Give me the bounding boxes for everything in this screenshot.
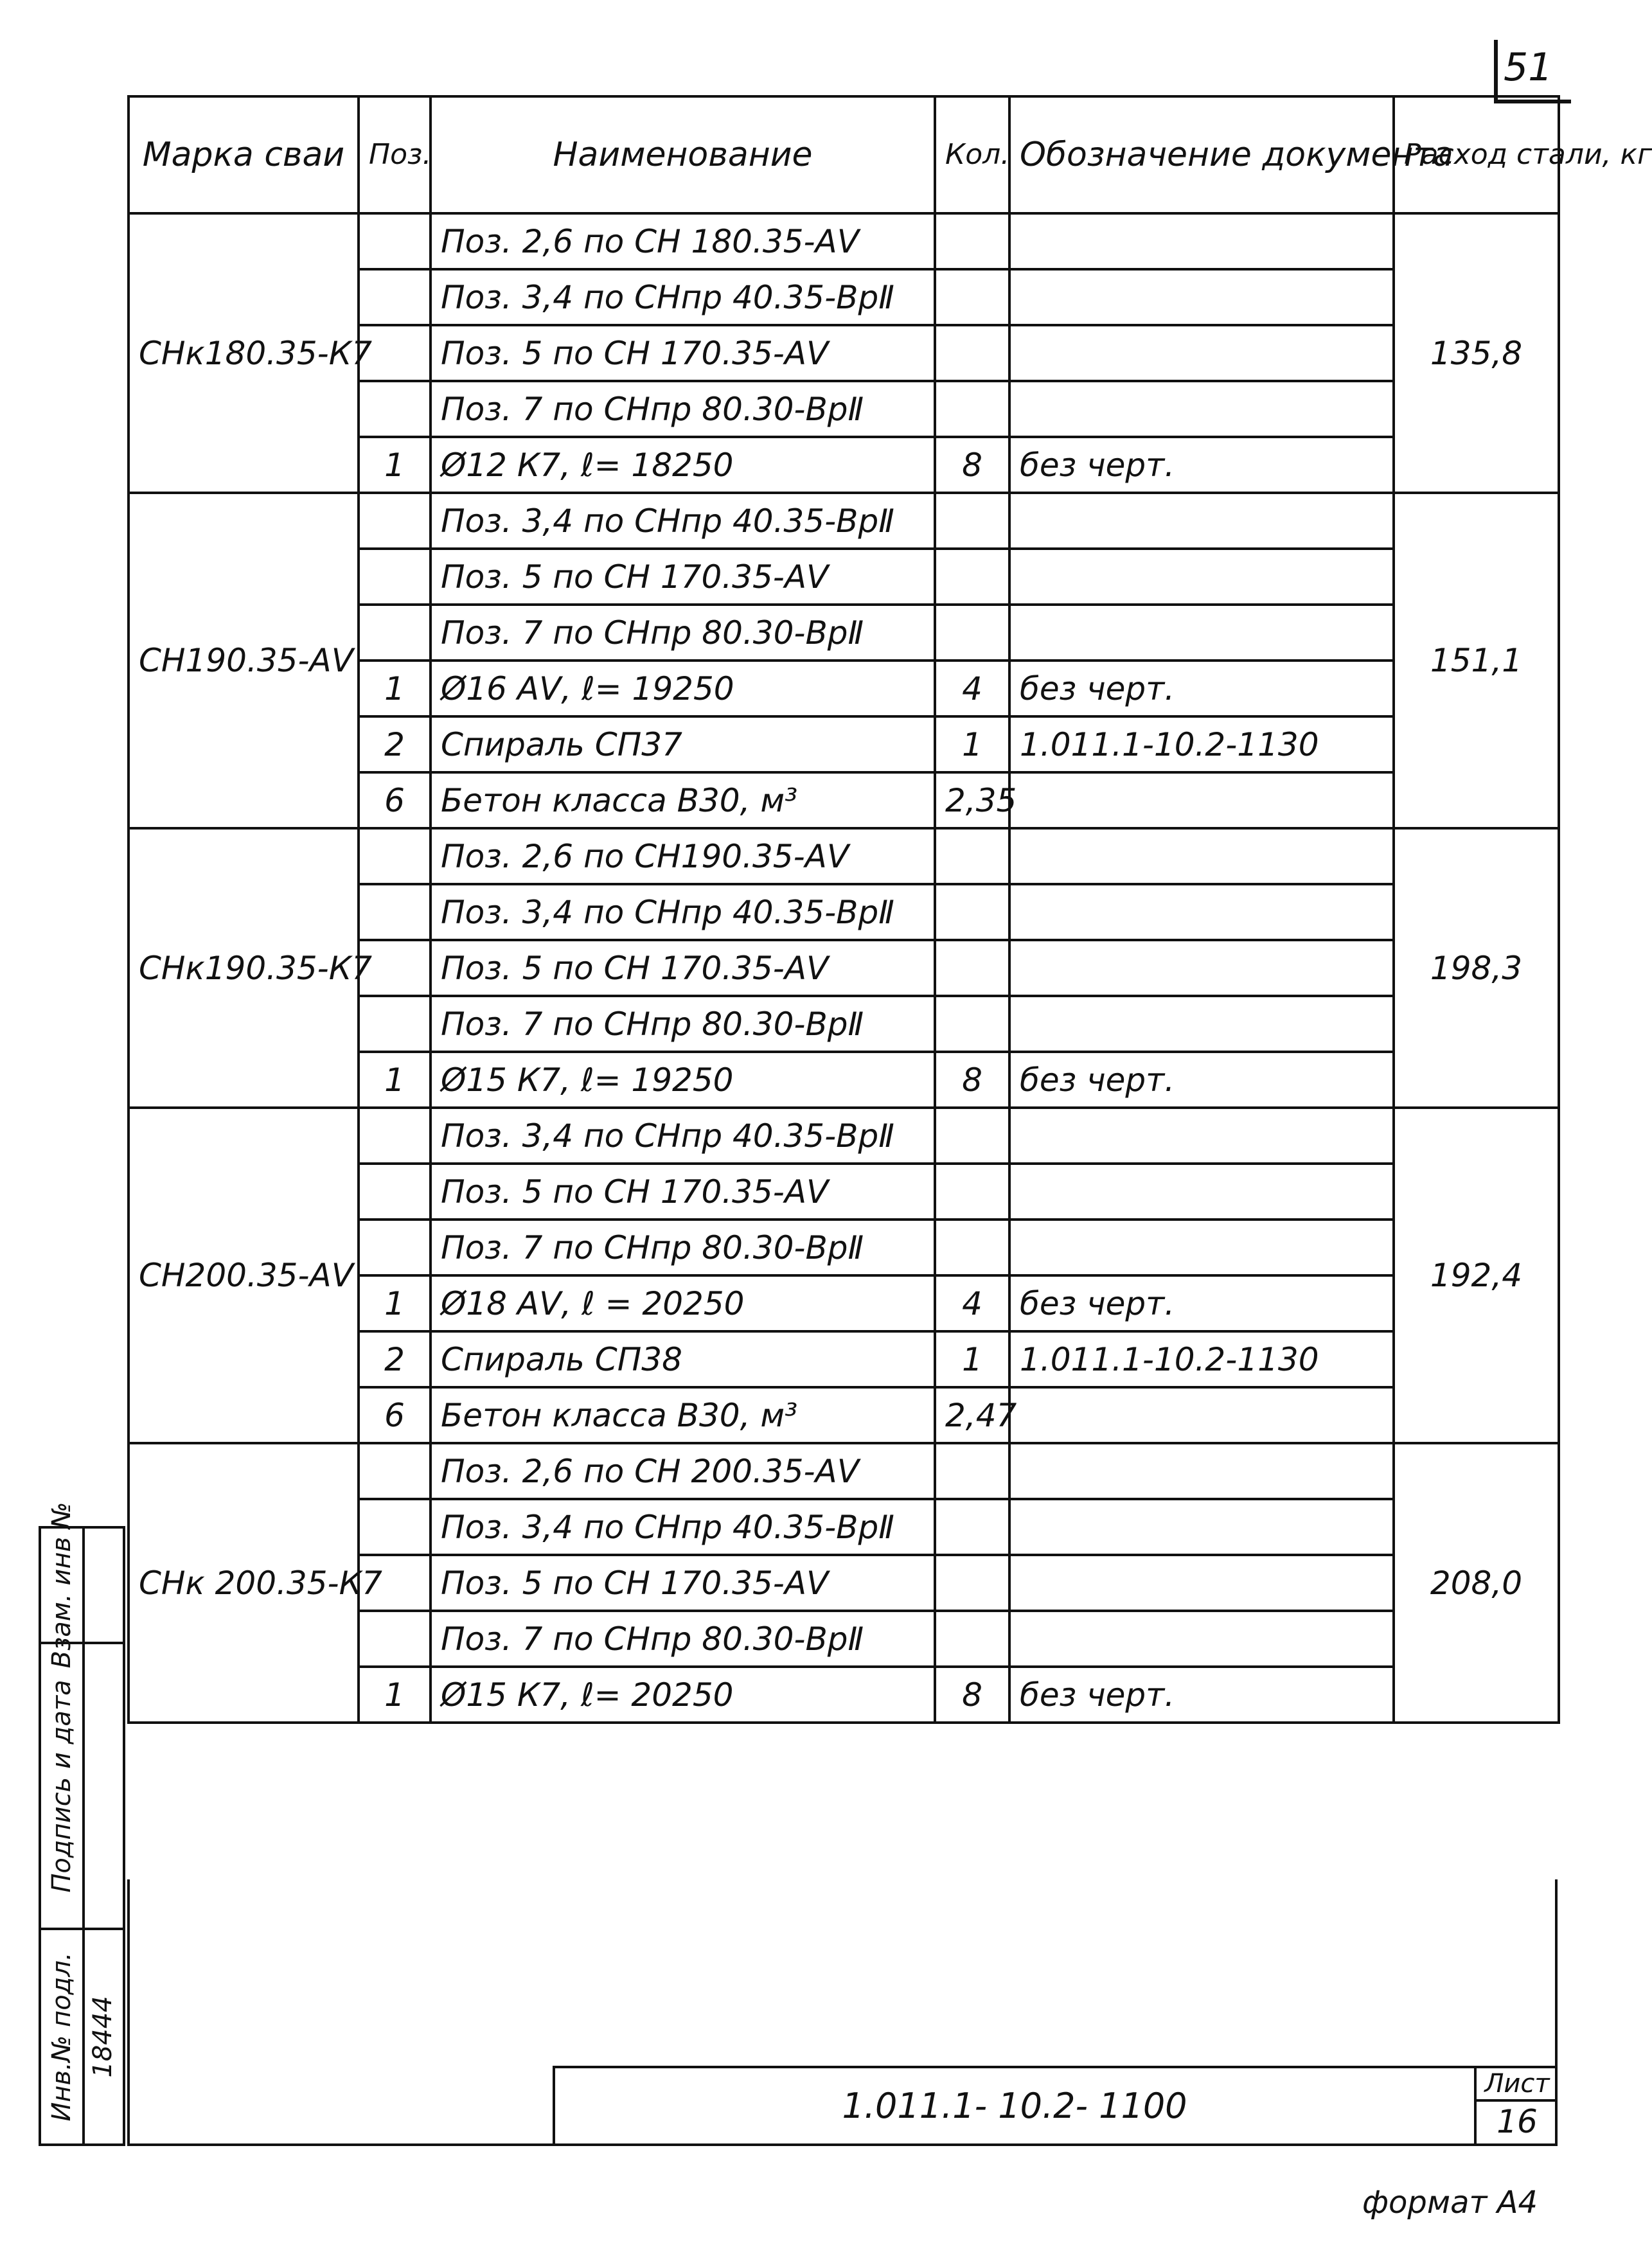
name-cell: Поз. 5 по СН 170.35-АⅤ xyxy=(431,549,935,605)
position-cell: 1 xyxy=(359,661,431,716)
position-cell xyxy=(359,1220,431,1275)
name-cell: Поз. 3,4 по СНпр 40.35-ВрⅡ xyxy=(431,1499,935,1555)
position-cell xyxy=(359,996,431,1052)
document-cell: без черт. xyxy=(1009,437,1394,493)
position-cell xyxy=(359,269,431,325)
steel-consumption-cell: 192,4 xyxy=(1394,1108,1559,1443)
name-cell: Поз. 7 по СНпр 80.30-ВрⅡ xyxy=(431,1220,935,1275)
name-cell: Поз. 3,4 по СНпр 40.35-ВрⅡ xyxy=(431,1108,935,1164)
side-inv-value: 18444 xyxy=(87,1996,118,2078)
quantity-cell: 1 xyxy=(935,1331,1009,1387)
name-cell: Поз. 7 по СНпр 80.30-ВрⅡ xyxy=(431,605,935,661)
quantity-cell: 1 xyxy=(935,716,1009,772)
side-cell-inv xyxy=(41,1930,82,2143)
quantity-cell xyxy=(935,269,1009,325)
quantity-cell xyxy=(935,884,1009,940)
quantity-cell: 8 xyxy=(935,1052,1009,1108)
position-cell xyxy=(359,549,431,605)
side-value-sign xyxy=(82,1644,123,1930)
name-cell: Поз. 3,4 по СНпр 40.35-ВрⅡ xyxy=(431,269,935,325)
name-cell: Поз. 5 по СН 170.35-АⅤ xyxy=(431,940,935,996)
quantity-cell: 8 xyxy=(935,437,1009,493)
name-cell: Спираль СП37 xyxy=(431,716,935,772)
position-cell xyxy=(359,1499,431,1555)
document-cell xyxy=(1009,1387,1394,1443)
title-block xyxy=(553,2066,1558,2146)
quantity-cell xyxy=(935,1164,1009,1220)
document-cell: без черт. xyxy=(1009,1275,1394,1331)
header-pos: Поз. xyxy=(359,96,431,213)
name-cell: Ø12 К7, ℓ= 18250 xyxy=(431,437,935,493)
steel-consumption-cell: 208,0 xyxy=(1394,1443,1559,1723)
page-number: 51 xyxy=(1504,45,1553,90)
document-code: 1.011.1- 10.2- 1100 xyxy=(842,2086,1187,2126)
document-cell xyxy=(1009,381,1394,437)
document-cell: без черт. xyxy=(1009,1667,1394,1723)
steel-consumption-cell: 135,8 xyxy=(1394,213,1559,493)
document-cell xyxy=(1009,493,1394,549)
position-cell: 1 xyxy=(359,1667,431,1723)
header-mark: Марка сваи xyxy=(129,96,359,213)
quantity-cell xyxy=(935,213,1009,269)
document-cell xyxy=(1009,605,1394,661)
position-cell xyxy=(359,605,431,661)
side-value-replace xyxy=(82,1529,123,1644)
table-row xyxy=(129,493,1559,549)
name-cell: Ø15 К7, ℓ= 19250 xyxy=(431,1052,935,1108)
position-cell: 2 xyxy=(359,716,431,772)
name-cell: Бетон класса В30, м³ xyxy=(431,1387,935,1443)
table-row xyxy=(129,1108,1559,1164)
table-body xyxy=(129,213,1559,1723)
format-label: формат А4 xyxy=(1362,2185,1538,2221)
pile-mark-cell: СНк190.35-К7 xyxy=(129,828,359,1108)
name-cell: Ø16 АⅤ, ℓ= 19250 xyxy=(431,661,935,716)
side-replace-label: Взам. инв № xyxy=(47,1502,76,1669)
name-cell: Спираль СП38 xyxy=(431,1331,935,1387)
position-cell xyxy=(359,1164,431,1220)
sheet-label: Лист xyxy=(1477,2068,1558,2102)
header-qty: Кол. xyxy=(935,96,1009,213)
position-cell xyxy=(359,1611,431,1667)
pile-mark-cell: СНк180.35-К7 xyxy=(129,213,359,493)
document-cell xyxy=(1009,1108,1394,1164)
quantity-cell xyxy=(935,828,1009,884)
quantity-cell xyxy=(935,1108,1009,1164)
name-cell: Поз. 2,6 по СН 200.35-АⅤ xyxy=(431,1443,935,1499)
document-cell xyxy=(1009,1220,1394,1275)
quantity-cell xyxy=(935,1220,1009,1275)
pile-mark-cell: СН200.35-АⅤ xyxy=(129,1108,359,1443)
quantity-cell xyxy=(935,605,1009,661)
document-cell xyxy=(1009,213,1394,269)
side-value-column xyxy=(82,1529,123,2143)
document-cell xyxy=(1009,1443,1394,1499)
document-cell xyxy=(1009,1164,1394,1220)
steel-consumption-cell: 198,3 xyxy=(1394,828,1559,1108)
table-header-row xyxy=(129,96,1559,213)
document-cell xyxy=(1009,828,1394,884)
sheet-number: 16 xyxy=(1497,2103,1538,2140)
quantity-cell xyxy=(935,1555,1009,1611)
position-cell: 6 xyxy=(359,1387,431,1443)
document-cell xyxy=(1009,772,1394,828)
header-doc: Обозначение документа xyxy=(1009,96,1394,213)
document-cell xyxy=(1009,325,1394,381)
name-cell: Ø15 К7, ℓ= 20250 xyxy=(431,1667,935,1723)
document-cell xyxy=(1009,269,1394,325)
pile-mark-cell: СН190.35-АⅤ xyxy=(129,493,359,828)
name-cell: Поз. 3,4 по СНпр 40.35-ВрⅡ xyxy=(431,884,935,940)
name-cell: Поз. 5 по СН 170.35-АⅤ xyxy=(431,1164,935,1220)
document-cell xyxy=(1009,996,1394,1052)
quantity-cell: 2,35 xyxy=(935,772,1009,828)
quantity-cell xyxy=(935,325,1009,381)
pile-mark-cell: СНк 200.35-К7 xyxy=(129,1443,359,1723)
position-cell xyxy=(359,1443,431,1499)
name-cell: Поз. 2,6 по СН190.35-АⅤ xyxy=(431,828,935,884)
quantity-cell: 4 xyxy=(935,1275,1009,1331)
quantity-cell xyxy=(935,493,1009,549)
position-cell xyxy=(359,1108,431,1164)
side-label-column xyxy=(41,1502,85,2143)
document-cell xyxy=(1009,884,1394,940)
quantity-cell: 8 xyxy=(935,1667,1009,1723)
quantity-cell: 2,47 xyxy=(935,1387,1009,1443)
steel-consumption-cell: 151,1 xyxy=(1394,493,1559,828)
position-cell: 1 xyxy=(359,1052,431,1108)
specification-table xyxy=(127,95,1652,1724)
position-cell xyxy=(359,884,431,940)
document-cell xyxy=(1009,549,1394,605)
side-stamp-strip xyxy=(39,1502,125,2146)
name-cell: Поз. 7 по СНпр 80.30-ВрⅡ xyxy=(431,1611,935,1667)
quantity-cell xyxy=(935,940,1009,996)
document-cell xyxy=(1009,1555,1394,1611)
document-cell: без черт. xyxy=(1009,1052,1394,1108)
position-cell xyxy=(359,828,431,884)
document-cell xyxy=(1009,940,1394,996)
side-value-inv xyxy=(82,1930,123,2143)
quantity-cell xyxy=(935,549,1009,605)
side-sign-label: Подпись и дата xyxy=(47,1679,76,1893)
name-cell: Поз. 7 по СНпр 80.30-ВрⅡ xyxy=(431,381,935,437)
name-cell: Поз. 5 по СН 170.35-АⅤ xyxy=(431,1555,935,1611)
name-cell: Поз. 5 по СН 170.35-АⅤ xyxy=(431,325,935,381)
header-steel: Расход стали, кг xyxy=(1394,96,1559,213)
quantity-cell xyxy=(935,1443,1009,1499)
name-cell: Ø18 АⅤ, ℓ = 20250 xyxy=(431,1275,935,1331)
name-cell: Поз. 7 по СНпр 80.30-ВрⅡ xyxy=(431,996,935,1052)
document-cell: 1.011.1-10.2-1130 xyxy=(1009,716,1394,772)
position-cell xyxy=(359,381,431,437)
table-row xyxy=(129,213,1559,269)
quantity-cell xyxy=(935,381,1009,437)
side-cell-sign xyxy=(41,1644,82,1930)
position-cell: 2 xyxy=(359,1331,431,1387)
table-row xyxy=(129,1443,1559,1499)
table-row xyxy=(129,828,1559,884)
quantity-cell: 4 xyxy=(935,661,1009,716)
document-cell xyxy=(1009,1611,1394,1667)
side-cell-replace xyxy=(41,1502,82,1669)
page-number-rule xyxy=(1494,40,1498,101)
quantity-cell xyxy=(935,1611,1009,1667)
side-inv-label: Инв.№ подл. xyxy=(47,1952,76,2122)
document-cell: без черт. xyxy=(1009,661,1394,716)
quantity-cell xyxy=(935,1499,1009,1555)
header-name: Наименование xyxy=(431,96,935,213)
document-cell xyxy=(1009,1499,1394,1555)
position-cell xyxy=(359,493,431,549)
position-cell: 1 xyxy=(359,437,431,493)
sheet-box xyxy=(1474,2068,1558,2143)
name-cell: Поз. 3,4 по СНпр 40.35-ВрⅡ xyxy=(431,493,935,549)
position-cell: 6 xyxy=(359,772,431,828)
name-cell: Бетон класса В30, м³ xyxy=(431,772,935,828)
quantity-cell xyxy=(935,996,1009,1052)
position-cell: 1 xyxy=(359,1275,431,1331)
document-cell: 1.011.1-10.2-1130 xyxy=(1009,1331,1394,1387)
name-cell: Поз. 2,6 по СН 180.35-АⅤ xyxy=(431,213,935,269)
position-cell xyxy=(359,213,431,269)
